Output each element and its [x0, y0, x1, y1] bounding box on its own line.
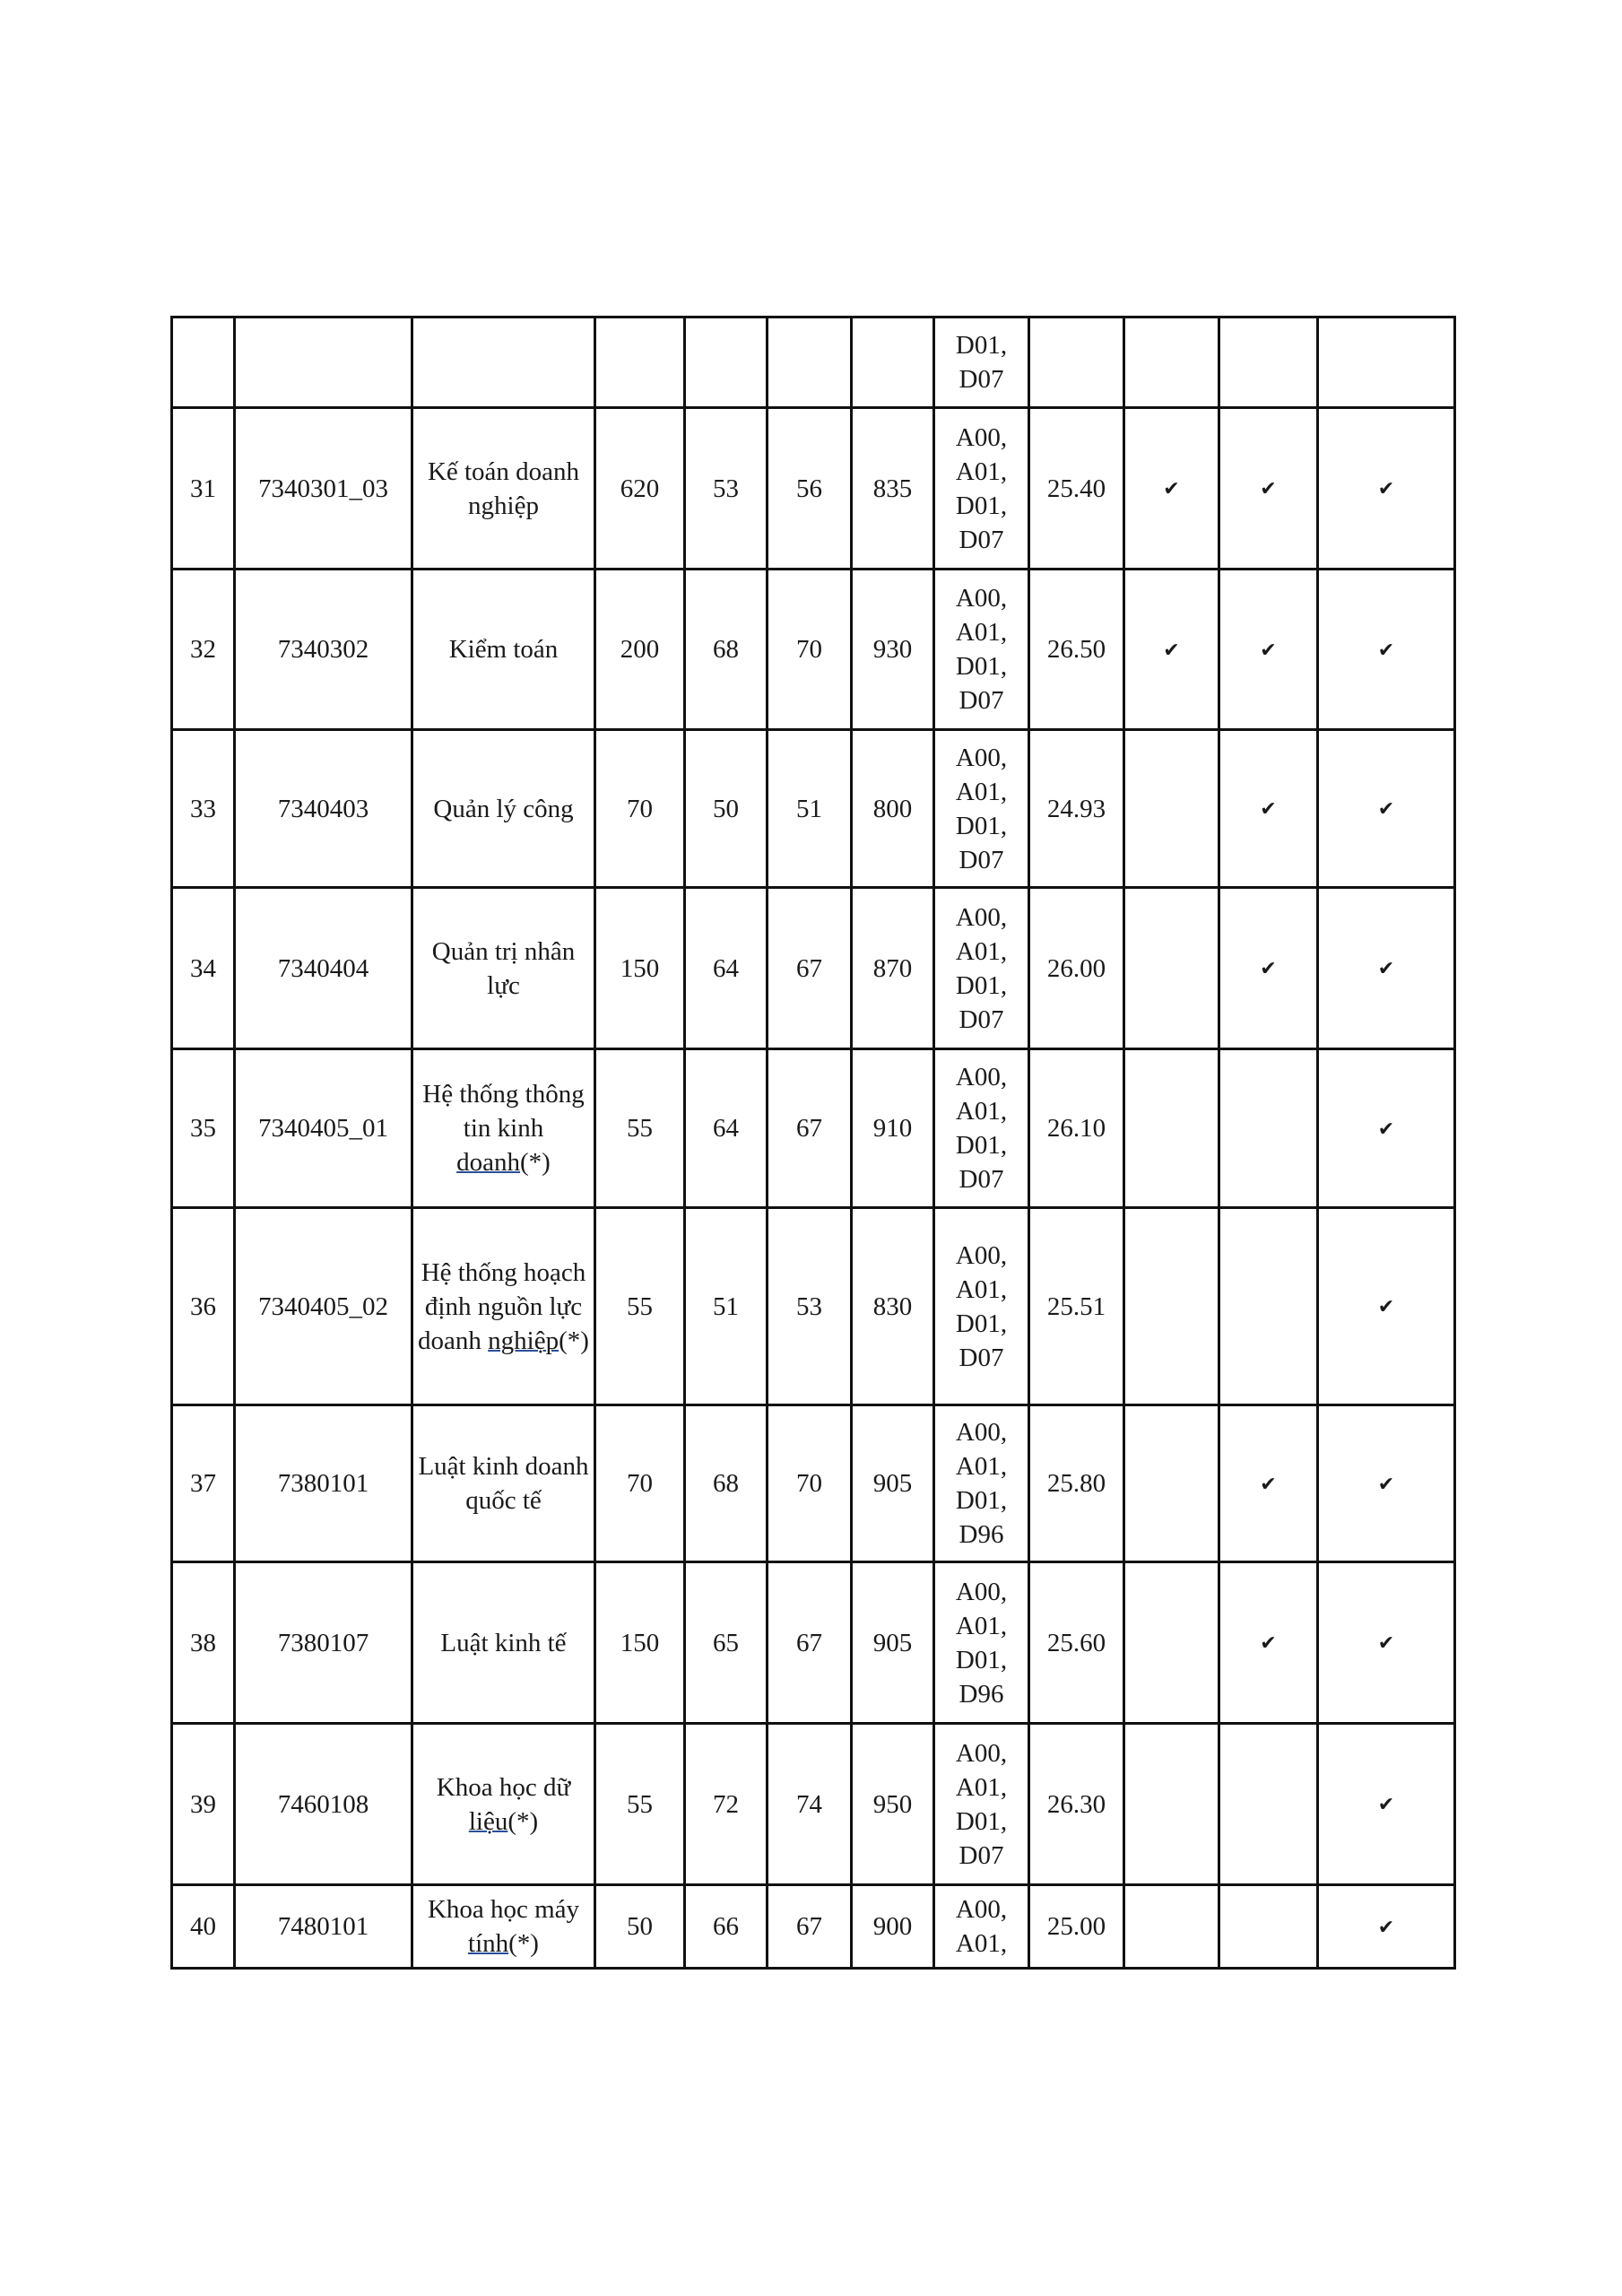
major-name-cell: [412, 888, 595, 1049]
tsa-threshold-cell: 70: [768, 570, 852, 730]
subject-combos-cell: [934, 1562, 1029, 1724]
subject-combos-cell: [934, 730, 1029, 888]
admissions-table: [170, 316, 1456, 1970]
subject-combo: D01,: [955, 491, 1008, 520]
method-2-cell: [1219, 317, 1318, 408]
apt-threshold-cell: 930: [852, 570, 934, 730]
subject-combo: D96: [958, 1679, 1004, 1709]
checkmark-icon: ✔: [1260, 478, 1277, 500]
subject-combo: A00,: [955, 902, 1008, 932]
method-3-cell: [1318, 1885, 1455, 1969]
method-1-cell: [1124, 408, 1219, 570]
major-name-text: Quản lý công: [433, 794, 574, 823]
table-row: [172, 730, 1455, 888]
method-3-cell: [1318, 1208, 1455, 1405]
tsa-threshold-cell: 53: [768, 1208, 852, 1405]
subject-combo: A01,: [955, 936, 1008, 966]
quota-cell: 55: [595, 1208, 685, 1405]
subject-combos-cell: [934, 408, 1029, 570]
subject-combo: D07: [958, 1840, 1004, 1870]
major-name-text: Luật kinh tế: [440, 1628, 567, 1657]
hsa-threshold-cell: 65: [685, 1562, 768, 1724]
major-name-link[interactable]: tính: [468, 1929, 509, 1958]
hsa-threshold-cell: 68: [685, 570, 768, 730]
row-number-cell: 36: [172, 1208, 235, 1405]
subject-combo: A01,: [955, 777, 1008, 806]
major-name-text: Khoa học máy: [427, 1895, 580, 1924]
cutoff-score-cell: 25.40: [1029, 408, 1124, 570]
subject-combos-cell: [934, 1208, 1029, 1405]
method-1-cell: [1124, 1049, 1219, 1208]
method-1-cell: [1124, 1208, 1219, 1405]
major-code-cell: 7340404: [235, 888, 412, 1049]
subject-combo: D01,: [955, 1486, 1008, 1515]
checkmark-icon: ✔: [1260, 798, 1277, 821]
method-2-cell: [1219, 1049, 1318, 1208]
major-code-cell: 7380107: [235, 1562, 412, 1724]
subject-combos-cell: [934, 1049, 1029, 1208]
subject-combo: A00,: [955, 1063, 1008, 1091]
table-row: [172, 408, 1455, 570]
major-name-cell: [412, 1724, 595, 1885]
quota-cell: 55: [595, 1724, 685, 1885]
checkmark-icon: ✔: [1377, 1118, 1395, 1141]
method-3-cell: [1318, 1562, 1455, 1724]
quota-cell: 150: [595, 888, 685, 1049]
apt-threshold-cell: 870: [852, 888, 934, 1049]
major-name-text: Luật kinh doanh quốc tế: [418, 1452, 589, 1515]
major-code-cell: 7460108: [235, 1724, 412, 1885]
hsa-threshold-cell: 64: [685, 1049, 768, 1208]
table-row: [172, 1562, 1455, 1724]
checkmark-icon: ✔: [1377, 798, 1395, 821]
major-name-cell: [412, 730, 595, 888]
major-name-text: Hệ thống thông tin kinh: [422, 1080, 585, 1143]
tsa-threshold-cell: 67: [768, 1562, 852, 1724]
major-name-text: Khoa học dữ: [436, 1772, 571, 1802]
major-name-cell: [412, 1405, 595, 1562]
subject-combos-cell: [934, 1724, 1029, 1885]
subject-combo: D01,: [955, 331, 1008, 360]
tsa-threshold-cell: 67: [768, 888, 852, 1049]
major-code-cell: 7480101: [235, 1885, 412, 1969]
major-code-cell: 7340403: [235, 730, 412, 888]
hsa-threshold-cell: 50: [685, 730, 768, 888]
subject-combos-cell: [934, 570, 1029, 730]
major-name-cell: [412, 570, 595, 730]
method-1-cell: [1124, 1405, 1219, 1562]
subject-combo: D01,: [955, 970, 1008, 1000]
checkmark-icon: ✔: [1377, 1473, 1395, 1496]
subject-combo: A01,: [955, 1274, 1008, 1304]
apt-threshold-cell: 830: [852, 1208, 934, 1405]
method-1-cell: [1124, 1724, 1219, 1885]
major-name-text: Kế toán doanh nghiệp: [427, 457, 580, 520]
quota-cell: 150: [595, 1562, 685, 1724]
method-1-cell: [1124, 570, 1219, 730]
quota-cell: 200: [595, 570, 685, 730]
quota-cell: 70: [595, 730, 685, 888]
apt-threshold-cell: 800: [852, 730, 934, 888]
subject-combo: A01,: [955, 1772, 1008, 1802]
row-number-cell: 38: [172, 1562, 235, 1724]
major-name-text: Kiểm toán: [448, 635, 559, 664]
major-name-text: (*): [508, 1929, 539, 1958]
major-name-text: (*): [507, 1806, 539, 1836]
method-2-cell: [1219, 570, 1318, 730]
major-name-cell: [412, 317, 595, 408]
method-3-cell: [1318, 317, 1455, 408]
checkmark-icon: ✔: [1163, 639, 1180, 662]
table-row: [172, 888, 1455, 1049]
major-name-cell: [412, 1208, 595, 1405]
method-1-cell: [1124, 1885, 1219, 1969]
checkmark-icon: ✔: [1163, 478, 1180, 500]
cutoff-score-cell: 26.50: [1029, 570, 1124, 730]
table-row: [172, 1208, 1455, 1405]
major-name-cell: [412, 1885, 595, 1969]
method-1-cell: [1124, 730, 1219, 888]
major-name-cell: [412, 1049, 595, 1208]
major-name-cell: [412, 408, 595, 570]
major-code-cell: 7340302: [235, 570, 412, 730]
cutoff-score-cell: 26.30: [1029, 1724, 1124, 1885]
subject-combo: D01,: [955, 811, 1008, 840]
subject-combo: A00,: [955, 584, 1008, 613]
major-code-cell: 7340405_01: [235, 1049, 412, 1208]
checkmark-icon: ✔: [1377, 478, 1395, 500]
major-name-link[interactable]: nghiệp: [488, 1326, 559, 1355]
major-code-cell: [235, 317, 412, 408]
tsa-threshold-cell: 70: [768, 1405, 852, 1562]
quota-cell: 55: [595, 1049, 685, 1208]
apt-threshold-cell: 905: [852, 1562, 934, 1724]
cutoff-score-cell: 25.51: [1029, 1208, 1124, 1405]
major-name-text: (*): [559, 1326, 589, 1355]
row-number-cell: 33: [172, 730, 235, 888]
apt-threshold-cell: 900: [852, 1885, 934, 1969]
row-number-cell: 32: [172, 570, 235, 730]
table-row: [172, 1724, 1455, 1885]
method-2-cell: [1219, 1405, 1318, 1562]
row-number-cell: 35: [172, 1049, 235, 1208]
major-code-cell: 7380101: [235, 1405, 412, 1562]
subject-combo: D07: [958, 1165, 1004, 1194]
table-row: [172, 1049, 1455, 1208]
subject-combo: A00,: [955, 1240, 1008, 1270]
subject-combo: A01,: [955, 457, 1008, 486]
tsa-threshold-cell: [768, 317, 852, 408]
checkmark-icon: ✔: [1260, 958, 1277, 980]
tsa-threshold-cell: 67: [768, 1885, 852, 1969]
method-2-cell: [1219, 1885, 1318, 1969]
method-3-cell: [1318, 408, 1455, 570]
subject-combo: D07: [958, 525, 1004, 554]
subject-combo: D01,: [955, 652, 1008, 681]
tsa-threshold-cell: 74: [768, 1724, 852, 1885]
subject-combo: D07: [958, 845, 1004, 874]
subject-combo: A01,: [955, 1611, 1008, 1640]
cutoff-score-cell: 26.10: [1029, 1049, 1124, 1208]
subject-combo: D01,: [955, 1645, 1008, 1674]
checkmark-icon: ✔: [1377, 639, 1395, 662]
method-2-cell: [1219, 408, 1318, 570]
method-3-cell: [1318, 1405, 1455, 1562]
subject-combo: A01,: [955, 1452, 1008, 1481]
checkmark-icon: ✔: [1377, 1794, 1395, 1816]
row-number-cell: 37: [172, 1405, 235, 1562]
subject-combo: A00,: [955, 1895, 1008, 1924]
major-name-link[interactable]: liệu: [468, 1806, 508, 1836]
hsa-threshold-cell: 72: [685, 1724, 768, 1885]
method-3-cell: [1318, 1724, 1455, 1885]
hsa-threshold-cell: 51: [685, 1208, 768, 1405]
checkmark-icon: ✔: [1260, 1632, 1277, 1655]
subject-combo: D01,: [955, 1309, 1008, 1338]
major-code-cell: 7340405_02: [235, 1208, 412, 1405]
quota-cell: 50: [595, 1885, 685, 1969]
method-3-cell: [1318, 730, 1455, 888]
method-1-cell: [1124, 1562, 1219, 1724]
subject-combos-cell: [934, 888, 1029, 1049]
major-name-link[interactable]: doanh: [456, 1148, 521, 1177]
row-number-cell: 31: [172, 408, 235, 570]
subject-combos-cell: [934, 1405, 1029, 1562]
hsa-threshold-cell: 66: [685, 1885, 768, 1969]
hsa-threshold-cell: 53: [685, 408, 768, 570]
subject-combo: D07: [958, 1004, 1004, 1034]
subject-combo: D01,: [955, 1131, 1008, 1160]
method-3-cell: [1318, 570, 1455, 730]
subject-combo: A01,: [955, 618, 1008, 647]
major-name-text: (*): [520, 1148, 551, 1177]
quota-cell: 70: [595, 1405, 685, 1562]
subject-combo: A00,: [955, 743, 1008, 772]
table-row: [172, 570, 1455, 730]
apt-threshold-cell: 905: [852, 1405, 934, 1562]
cutoff-score-cell: [1029, 317, 1124, 408]
method-2-cell: [1219, 730, 1318, 888]
major-name-text: Quản trị nhân lực: [431, 936, 576, 1000]
tsa-threshold-cell: 51: [768, 730, 852, 888]
cutoff-score-cell: 25.00: [1029, 1885, 1124, 1969]
subject-combos-cell: [934, 1885, 1029, 1969]
cutoff-score-cell: 25.80: [1029, 1405, 1124, 1562]
subject-combos-cell: [934, 317, 1029, 408]
table-row: [172, 1885, 1455, 1969]
row-number-cell: 34: [172, 888, 235, 1049]
row-number-cell: 40: [172, 1885, 235, 1969]
subject-combo: D96: [958, 1520, 1004, 1549]
method-1-cell: [1124, 888, 1219, 1049]
subject-combo: A00,: [955, 1577, 1008, 1606]
method-1-cell: [1124, 317, 1219, 408]
hsa-threshold-cell: 64: [685, 888, 768, 1049]
subject-combo: D07: [958, 686, 1004, 715]
checkmark-icon: ✔: [1260, 639, 1277, 662]
method-2-cell: [1219, 1562, 1318, 1724]
major-name-text: Hệ thống hoạch định nguồn lực doanh: [418, 1257, 586, 1355]
method-3-cell: [1318, 1049, 1455, 1208]
checkmark-icon: ✔: [1260, 1473, 1277, 1496]
subject-combo: A00,: [955, 422, 1008, 452]
checkmark-icon: ✔: [1377, 1296, 1395, 1318]
subject-combo: D07: [958, 365, 1004, 394]
apt-threshold-cell: 910: [852, 1049, 934, 1208]
apt-threshold-cell: [852, 317, 934, 408]
quota-cell: [595, 317, 685, 408]
method-2-cell: [1219, 888, 1318, 1049]
subject-combo: D01,: [955, 1806, 1008, 1836]
hsa-threshold-cell: [685, 317, 768, 408]
major-code-cell: 7340301_03: [235, 408, 412, 570]
hsa-threshold-cell: 68: [685, 1405, 768, 1562]
method-2-cell: [1219, 1208, 1318, 1405]
apt-threshold-cell: 835: [852, 408, 934, 570]
tsa-threshold-cell: 56: [768, 408, 852, 570]
method-3-cell: [1318, 888, 1455, 1049]
checkmark-icon: ✔: [1377, 958, 1395, 980]
apt-threshold-cell: 950: [852, 1724, 934, 1885]
checkmark-icon: ✔: [1377, 1916, 1395, 1939]
table-row: [172, 317, 1455, 408]
quota-cell: 620: [595, 408, 685, 570]
row-number-cell: [172, 317, 235, 408]
major-name-cell: [412, 1562, 595, 1724]
cutoff-score-cell: 25.60: [1029, 1562, 1124, 1724]
row-number-cell: 39: [172, 1724, 235, 1885]
subject-combo: A00,: [955, 1418, 1008, 1447]
method-2-cell: [1219, 1724, 1318, 1885]
subject-combo: A01,: [955, 1097, 1008, 1126]
subject-combo: A01,: [955, 1929, 1008, 1958]
subject-combo: D07: [958, 1343, 1004, 1372]
tsa-threshold-cell: 67: [768, 1049, 852, 1208]
cutoff-score-cell: 26.00: [1029, 888, 1124, 1049]
subject-combo: A00,: [955, 1738, 1008, 1768]
checkmark-icon: ✔: [1377, 1632, 1395, 1655]
cutoff-score-cell: 24.93: [1029, 730, 1124, 888]
table-row: [172, 1405, 1455, 1562]
